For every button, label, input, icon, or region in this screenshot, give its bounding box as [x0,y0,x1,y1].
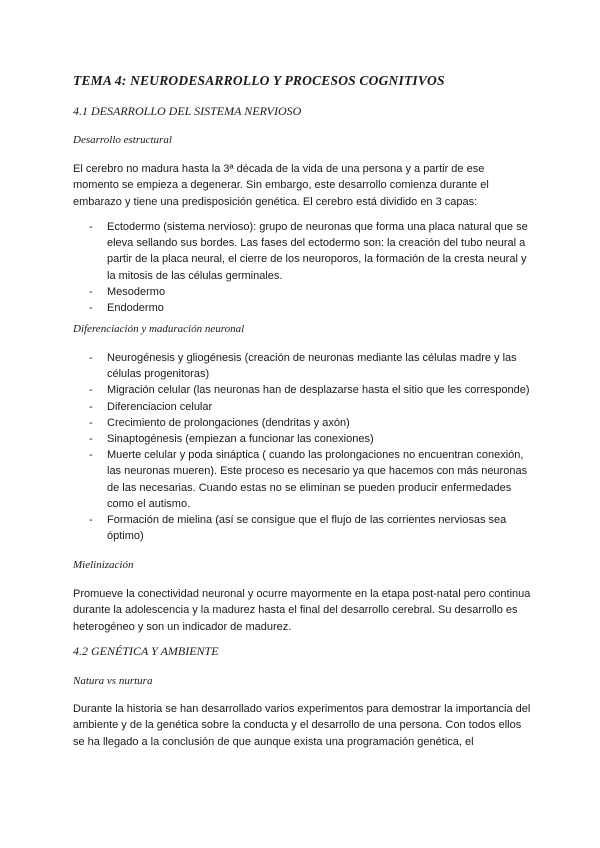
document-title: TEMA 4: NEURODESARROLLO Y PROCESOS COGNITIVOS [73,73,445,88]
list-item: - Neurogénesis y gliogénesis (creación de neuronas mediante las células madre y las células progenitoras) [89,352,517,381]
bullet-dash: - [89,302,93,315]
bullet-dash: - [89,449,93,462]
section-heading-4-2: 4.2 GENÉTICA Y AMBIENTE [73,644,219,658]
list-item: - Endodermo [73,300,538,316]
list-capas [73,219,538,316]
bullet-dash: - [89,400,93,413]
bullet-dash: - [89,285,93,298]
list-item: - Migración celular (las neuronas han de desplazarse hasta el sitio que les corresponde) [73,382,538,398]
paragraph-mielinizacion: Promueve la conectividad neuronal y ocurre mayormente en la etapa post-natal pero continua durante la adolescencia y la madurez hasta el final del desarrollo cerebral. Su desarrollo es heterogéneo y son un indicador de madurez. [73,588,531,633]
subheading-mielinizacion: Mielinización [73,559,134,571]
subheading-desarrollo-estructural: Desarrollo estructural [73,134,172,146]
bullet-dash: - [89,514,93,527]
bullet-dash: - [89,221,93,233]
bullet-dash: - [89,433,93,446]
list-item: - Sinaptogénesis (empiezan a funcionar las conexiones) [73,431,538,447]
bullet-dash: - [89,384,93,397]
list-item: - Muerte celular y poda sináptica ( cuando las prolongaciones no encuentran conexión, las neuronas mueren). Este proceso es necesario ya que hacemos con más neuronas de las necesarias. Cuando estas no se eliminan se pueden producir enfermedades como el autismo. [89,449,528,510]
list-item: - Formación de mielina (así se consigue que el flujo de las corrientes nerviosas sea óptimo) [89,514,507,543]
subheading-diferenciacion: Diferenciación y maduración neuronal [73,323,245,335]
section-heading-4-1: 4.1 DESARROLLO DEL SISTEMA NERVIOSO [73,104,302,118]
paragraph-desarrollo-estructural: El cerebro no madura hasta la 3ª década de la vida de una persona y a partir de ese momento se empieza a degenerar. Sin embargo, este desarrollo comienza durante el embarazo y tiene una predisposición genética. El cerebro está dividido en 3 capas: [73,163,489,208]
list-item: - Mesodermo [73,284,538,300]
bullet-dash: - [89,416,93,429]
list-item: - Crecimiento de prolongaciones (dendritas y axón) [73,415,538,431]
list-diferenciacion [73,350,538,544]
paragraph-natura-nurtura: Durante la historia se han desarrollado varios experimentos para demostrar la importancia del ambiente y de la genética sobre la conducta y el desarrollo de una persona. Con todos ellos se ha llegado a la conclusión de que aunque exista una programación genética, el [73,703,531,748]
subheading-natura-nurtura: Natura vs nurtura [73,675,153,687]
bullet-dash: - [89,352,93,364]
list-item: - Ectodermo (sistema nervioso): grupo de neuronas que forma una placa natural que se eleva sellando sus bordes. Las fases del ectodermo son: la creación del tubo neural a partir de la placa neural, el cierre de los neuroporos, la formación de la cresta neural y la mitosis de las células germinales. [89,221,528,282]
list-item: - Diferenciacion celular [73,399,538,415]
